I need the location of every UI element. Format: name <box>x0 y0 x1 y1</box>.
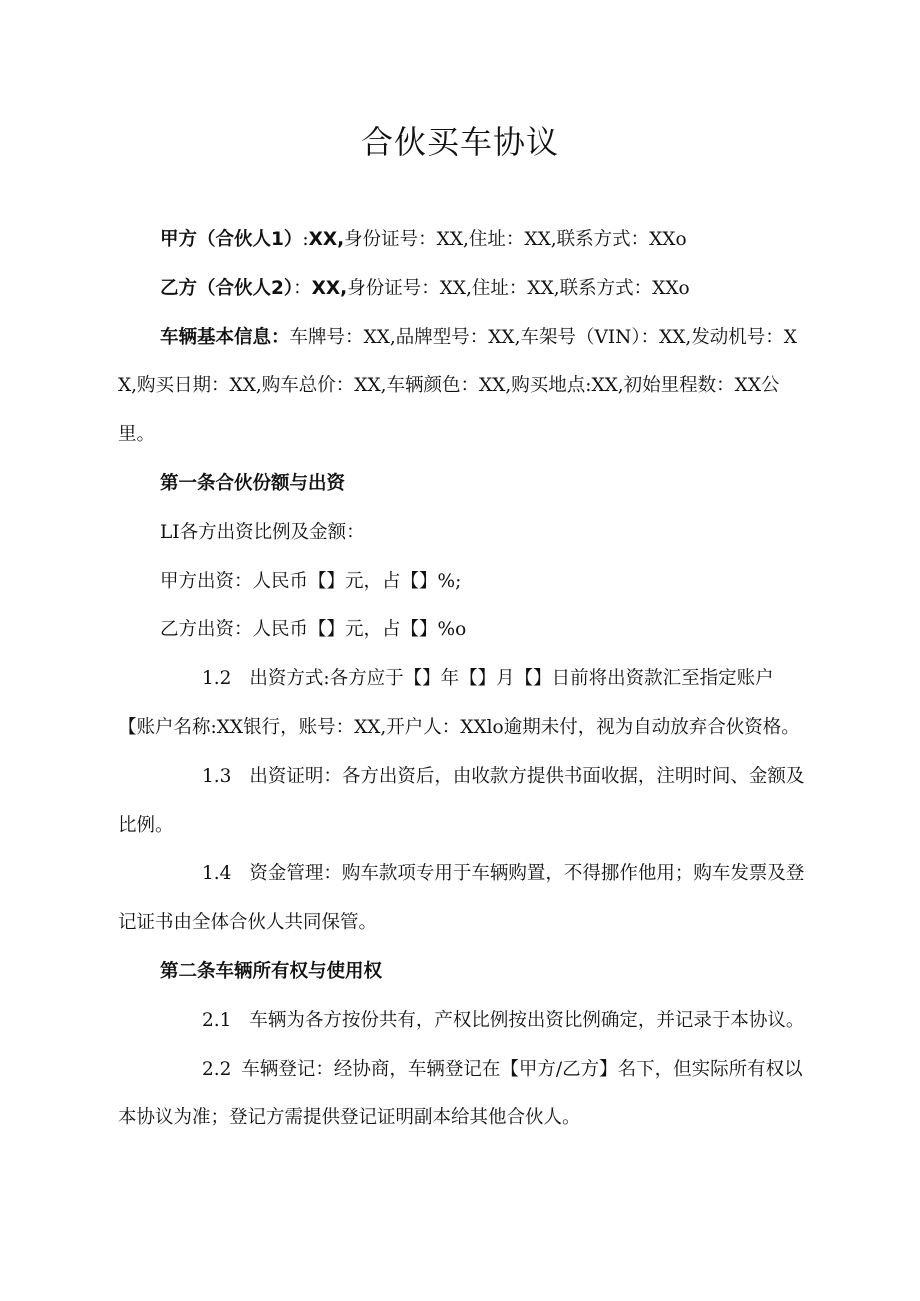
document-title: 合伙买车协议 <box>360 123 559 161</box>
vehicle-info-paragraph <box>118 314 808 460</box>
article-2-heading: 第二条车辆所有权与使用权 <box>160 960 383 982</box>
vehicle-info-label: 车辆基本信息： <box>160 326 290 348</box>
clause-2-1-text: 车辆为各方按份共有，产权比例按出资比例确定，并记录于本协议。 <box>249 1009 805 1031</box>
clause-2-2 <box>118 1046 808 1144</box>
clause-1-4-text: 资金管理：购车款项专用于车辆购置，不得挪作他用；购车发票及登记证书由全体合伙人共同保管。 <box>118 863 805 934</box>
party-a-contribution: 甲方出资：人民币【】元，占【】%; <box>160 570 462 592</box>
party-b-colon: ： <box>293 277 312 299</box>
clause-1-3-number: 1.3 <box>202 765 232 787</box>
clause-2-1-number: 2.1 <box>202 1009 232 1031</box>
document-body <box>118 216 808 1143</box>
article-1-heading: 第一条合伙份额与出资 <box>160 472 346 494</box>
clause-1-3-text: 出资证明：各方出资后，由收款方提供书面收据，注明时间、金额及比例。 <box>118 765 805 836</box>
clause-2-2-text: 车辆登记：经协商，车辆登记在【甲方/乙方】名下，但实际所有权以本协议为准；登记方需提供登记证明副本给其他合伙人。 <box>118 1058 803 1129</box>
clause-1-3 <box>118 753 808 851</box>
party-a-name: XX, <box>308 229 345 250</box>
clause-2-1 <box>118 997 808 1046</box>
party-b-name: XX, <box>311 277 348 299</box>
clause-1-4-number: 1.4 <box>202 863 232 885</box>
vehicle-info-text: 车牌号：XX,品牌型号：XX,车架号（VIN）：XX,发动机号：XX,购买日期：XX,购车总价：XX,车辆颜色：XX,购买地点:XX,初始里程数：XX公里。 <box>118 326 797 446</box>
party-b-details: 身份证号：XX,住址：XX,联系方式：XXo <box>347 277 690 299</box>
party-b-contribution: 乙方出资：人民币【】元，占【】%o <box>160 619 467 641</box>
clause-1-2 <box>118 655 808 753</box>
clause-1-4 <box>118 850 808 948</box>
clause-1-2-text: 出资方式:各方应于【】年【】月【】日前将出资款汇至指定账户【账户名称:XX银行，账号：XX,开户人：XXlo逾期未付，视为自动放弃合伙资格。 <box>118 668 800 738</box>
clause-1-1: LI各方出资比例及金额： <box>160 521 365 543</box>
party-a-paragraph <box>118 216 808 265</box>
party-b-paragraph <box>118 265 808 314</box>
party-a-label: 甲方（合伙人1） <box>160 229 303 250</box>
clause-2-2-number: 2.2 <box>202 1058 232 1080</box>
clause-1-2-number: 1.2 <box>202 668 232 690</box>
party-a-details: 身份证号：XX,住址：XX,联系方式：XXo <box>344 229 687 250</box>
party-b-label: 乙方（合伙人2） <box>160 277 294 299</box>
party-a-colon: : <box>302 229 309 250</box>
